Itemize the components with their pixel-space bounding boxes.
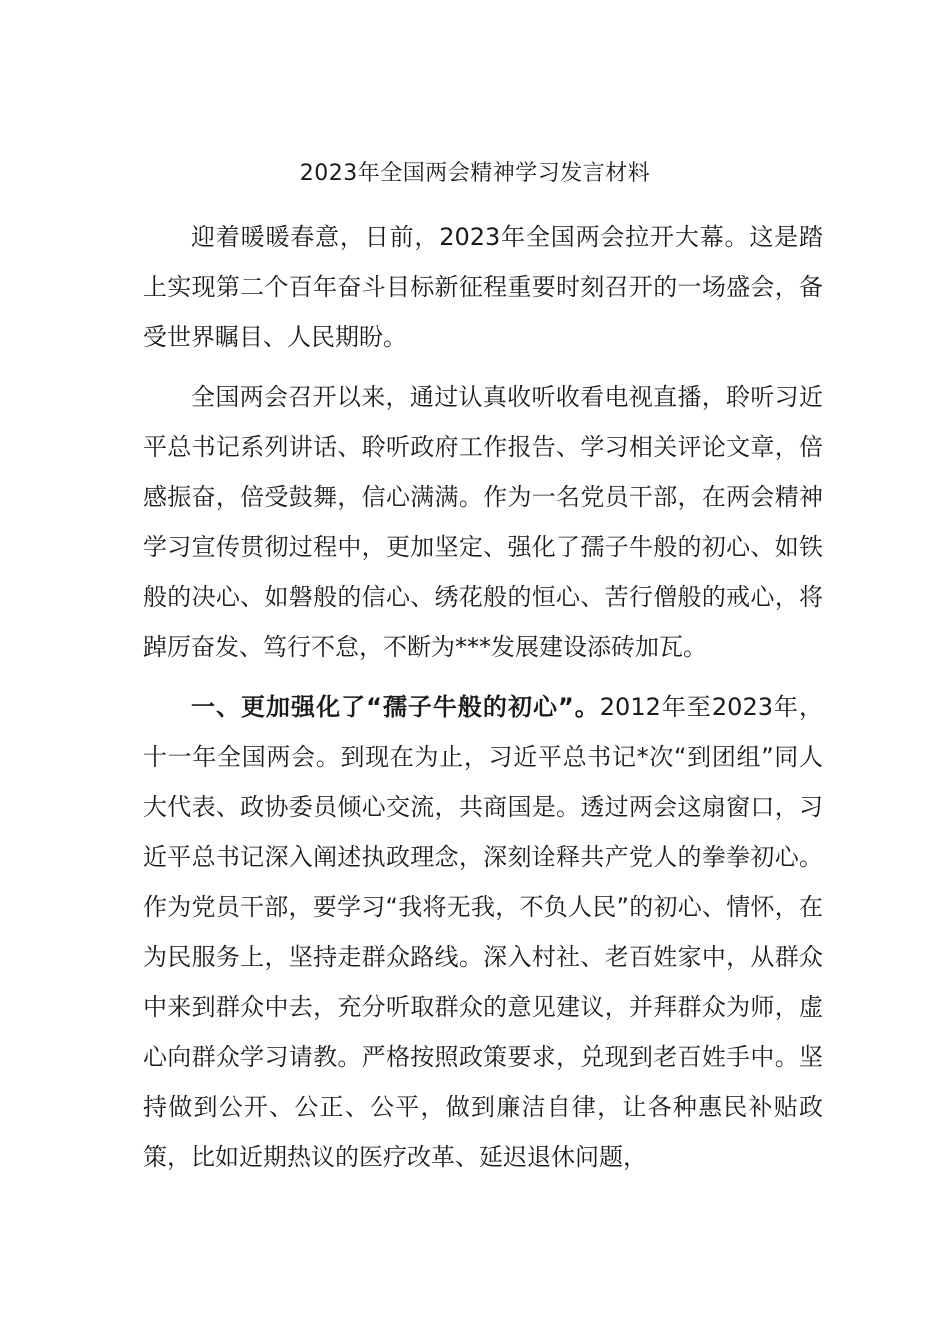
- document-title: 2023年全国两会精神学习发言材料: [299, 161, 651, 186]
- section-one-text: 2012年至2023年，十一年全国两会。到现在为止，习近平总书记*次“到团组”同人大代表、政协委员倾心交流，共商国是。透过两会这扇窗口，习近平总书记深入阐述执政理念，深刻诠释共产党人的拳拳初心。作为党员干部，要学习“我将无我，不负人民”的初心、情怀，在为民服务上，坚持走群众路线。深入村社、老百姓家中，从群众中来到群众中去，充分听取群众的意见建议，并拜群众为师，虚心向群众学习请教。严格按照政策要求，兑现到老百姓手中。坚持做到公开、公正、公平，做到廉洁自律，让各种惠民补贴政策，比如近期热议的医疗改革、延迟退休问题，: [143, 693, 824, 1171]
- paragraph-intro-text: 迎着暖暖春意，日前，2023年全国两会拉开大幕。这是踏上实现第二个百年奋斗目标新征程重要时刻召开的一场盛会，备受世界瞩目、人民期盼。: [143, 223, 823, 351]
- section-one-heading: 一、更加强化了“孺子牛般的初心”。: [191, 693, 600, 721]
- paragraph-section-one: [143, 682, 823, 1182]
- paragraph-study-text: 全国两会召开以来，通过认真收听收看电视直播，聆听习近平总书记系列讲话、聆听政府工作报告、学习相关评论文章，倍感振奋，倍受鼓舞，信心满满。作为一名党员干部，在两会精神学习宣传贯彻过程中，更加坚定、强化了孺子牛般的初心、如铁般的决心、如磐般的信心、绣花般的恒心、苦行僧般的戒心，将踔厉奋发、笃行不怠，不断为***发展建设添砖加瓦。: [143, 383, 823, 661]
- paragraph-study: [143, 372, 823, 672]
- paragraph-intro: [143, 212, 823, 362]
